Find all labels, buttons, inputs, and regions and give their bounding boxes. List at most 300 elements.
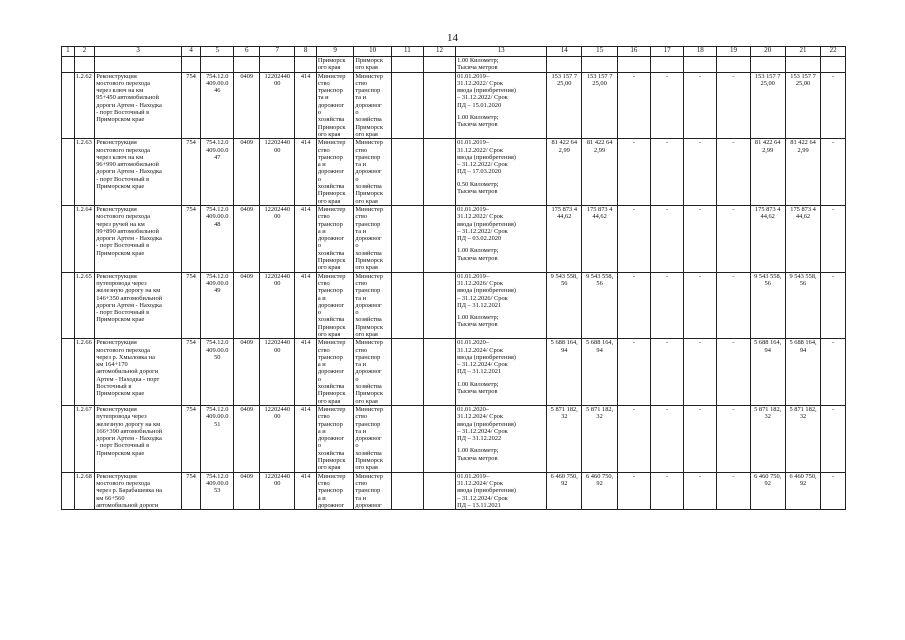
cell-line: 46	[214, 87, 221, 95]
column-header-11: 11	[391, 47, 423, 57]
cell-remark: -	[821, 205, 846, 272]
cell-line: дорожног	[355, 368, 382, 376]
cell-amount-value	[750, 272, 785, 339]
cell-empty	[62, 405, 75, 472]
cell-line: 146+350 автомобильной	[96, 294, 163, 302]
cell-line: 175 873 4	[586, 205, 613, 213]
cell-line: 31.12.2024/ Срок	[457, 479, 503, 487]
cell-line: Министер	[355, 139, 383, 147]
cell-line: дорожног	[317, 501, 345, 509]
cell-target-code	[260, 405, 295, 472]
page-number: 14	[447, 32, 458, 44]
cell-line: дороги Артем - Находка	[96, 301, 162, 309]
cell-grbs-code: 754	[181, 205, 200, 272]
column-header-3: 3	[95, 47, 182, 57]
cell-line: 51	[214, 420, 221, 428]
cell-year-value: -	[717, 272, 750, 339]
cell-line: транспор	[355, 87, 381, 95]
cell-line: ого края	[355, 197, 378, 205]
cell-line: 166+390 автомобильной	[96, 427, 163, 435]
cell-terms-capacity	[456, 139, 547, 206]
cell-item-number: 1.2.65	[74, 272, 94, 339]
cell-line: 53	[214, 487, 221, 495]
cell-terms-capacity	[456, 72, 547, 139]
cell-line: Приморск	[355, 390, 383, 398]
cell-line: ого края	[355, 464, 378, 472]
cell-year-value: -	[617, 72, 650, 139]
cell-line: Реконструкция	[96, 405, 137, 413]
cell-line: ввода (приобретения)	[457, 287, 516, 295]
cell-line: дорожног	[355, 501, 382, 509]
cell-estimated-cost	[547, 272, 582, 339]
cell-amount-value	[750, 472, 785, 509]
cell-line: путепровода через	[96, 413, 147, 421]
cell-line: - порт Восточный в	[96, 309, 150, 317]
table-row	[62, 405, 846, 472]
cell-line: 44,62	[760, 213, 775, 221]
cell-responsible-executor	[316, 272, 353, 339]
cell-empty	[423, 272, 455, 339]
cell-line: 2,99	[797, 146, 809, 154]
cell-line: – 31.12.2022/ Срок	[457, 227, 508, 235]
cell-expense-type: 414	[295, 72, 316, 139]
cell-line: мостового перехода	[96, 146, 151, 154]
cell-remark: -	[821, 72, 846, 139]
cell-line: ввода (приобретения)	[457, 420, 516, 428]
cell-line: 409.00.0	[206, 79, 229, 87]
cell-budget-code	[201, 405, 234, 472]
cell-amount-value	[750, 139, 785, 206]
cell-line: – 31.12.2022/ Срок	[457, 94, 508, 102]
cell-line: – 31.12.2024/ Срок	[457, 361, 508, 369]
cell-line: - порт Восточный в	[96, 242, 150, 250]
cell-line: 25,00	[592, 79, 607, 87]
cell-line: 94	[799, 346, 807, 354]
cell-line: 5 871 182,	[586, 405, 614, 413]
cell-grbs-code: 754	[181, 72, 200, 139]
cell-item-number: 1.2.63	[74, 139, 94, 206]
cell-line: 56	[764, 279, 771, 287]
cell-line: Тысяча метров	[457, 121, 498, 129]
cell-line: 12202440	[264, 339, 291, 347]
table-row	[62, 339, 846, 406]
cell-line: ого края	[317, 397, 341, 405]
cell-terms-capacity	[456, 57, 547, 73]
cell-section-code: 0409	[234, 339, 260, 406]
cell-line: 00	[274, 479, 281, 487]
cell-line: 31.12.2022/ Срок	[457, 146, 503, 154]
cell-line: ого края	[355, 264, 378, 272]
cell-line: 00	[274, 346, 281, 354]
cell-line: 2,99	[594, 146, 606, 154]
cell-line: 5 688 164,	[789, 339, 817, 347]
cell-year-value: -	[617, 472, 650, 509]
cell-line: дорожног	[317, 168, 345, 176]
cell-responsible-executor	[316, 405, 353, 472]
cell-line: дорожног	[317, 435, 345, 443]
cell-line: ого края	[317, 64, 341, 72]
column-header-19: 19	[717, 47, 750, 57]
cell-expense-type: 414	[295, 139, 316, 206]
cell-line: Тысяча метров	[457, 388, 498, 396]
cell-line: 00	[274, 213, 281, 221]
cell-empty	[423, 72, 455, 139]
cell-line: через ключ на км	[96, 153, 144, 161]
cell-line: ПД – 13.11.2021	[457, 501, 501, 509]
cell-target-code	[260, 139, 295, 206]
cell-line: – 31.12.2024/ Срок	[457, 494, 508, 502]
cell-line: 1.00 Километр;	[457, 314, 499, 322]
cell-line: 32	[764, 413, 771, 421]
table-body	[62, 57, 846, 510]
cell-line: 31.12.2024/ Срок	[457, 413, 503, 421]
cell-line: дорожног	[317, 235, 345, 243]
cell-line: 409.00.0	[206, 279, 229, 287]
header-row	[62, 47, 846, 57]
cell-line: ввода (приобретения)	[457, 220, 516, 228]
cell-line: 175 873 4	[754, 205, 781, 213]
column-header-18: 18	[684, 47, 717, 57]
cell-remark: -	[821, 472, 846, 509]
cell-line: ПД – 31.12.2021	[457, 301, 502, 309]
cell-line: мостового перехода	[96, 479, 151, 487]
cell-section-code: 0409	[234, 72, 260, 139]
cell-line: 01.01.2020–	[457, 405, 490, 413]
cell-responsible-executor	[316, 339, 353, 406]
cell-line: 31.12.2022/ Срок	[457, 79, 503, 87]
cell-line: транспор	[355, 153, 381, 161]
cell-line: ство	[355, 213, 368, 221]
cell-object-name	[95, 72, 182, 139]
cell-line: хозяйства	[317, 116, 345, 124]
cell-line: 56	[561, 279, 568, 287]
cell-line: Приморск	[317, 123, 346, 131]
cell-line: 1.00 Километр;	[457, 57, 499, 64]
cell-object-name	[95, 139, 182, 206]
cell-empty	[62, 139, 75, 206]
cell-line: Приморском крае	[96, 449, 145, 457]
cell-terms-capacity	[456, 472, 547, 509]
cell-line: хозяйства	[317, 316, 345, 324]
cell-line: ого края	[317, 330, 341, 338]
cell-line: через р. Хмыловка на	[96, 353, 155, 361]
cell-line: 81 422 64	[586, 139, 613, 147]
cell-year-value: -	[650, 205, 683, 272]
cell-budget-code	[201, 139, 234, 206]
cell-line: 25,00	[760, 79, 775, 87]
cell-line: 01.01.2020–	[457, 339, 490, 347]
cell-line: Артем - Находка - порт	[96, 375, 160, 383]
cell-line: 32	[596, 413, 603, 421]
cell-estimated-cost	[547, 339, 582, 406]
cell-line: та и	[355, 294, 367, 302]
cell-line: 00	[274, 279, 281, 287]
column-header-9: 9	[316, 47, 353, 57]
cell-year-value: -	[650, 272, 683, 339]
cell-line: транспор	[355, 420, 381, 428]
cell-line: мостового перехода	[96, 213, 151, 221]
cell-customer	[354, 205, 391, 272]
cell-line: 9 543 558,	[550, 272, 578, 280]
cell-line: 0.50 Километр;	[457, 180, 499, 188]
cell-line: 175 873 4	[551, 205, 578, 213]
cell-line: дорожног	[355, 101, 382, 109]
cell-line: ПД – 31.12.2022	[457, 435, 502, 443]
column-header-6: 6	[234, 47, 260, 57]
cell-line: а и	[317, 161, 326, 169]
cell-line: 48	[214, 220, 221, 228]
cell-empty	[391, 205, 423, 272]
cell-line: автомобильной дороги	[96, 501, 159, 509]
cell-line: ого края	[355, 64, 378, 72]
cell-line: 92	[764, 479, 771, 487]
table-row	[62, 72, 846, 139]
cell-line: 409.00.0	[206, 346, 229, 354]
cell-line: транспор	[317, 87, 343, 95]
cell-terms-capacity	[456, 205, 547, 272]
cell-line: транспор	[317, 420, 343, 428]
cell-line: та и	[317, 94, 329, 102]
cell-line: 56	[596, 279, 603, 287]
cell-line: 92	[561, 479, 568, 487]
cell-line: о	[355, 309, 359, 317]
cell-line: через ключ на км	[96, 87, 144, 95]
cell-line: Тысяча метров	[457, 321, 498, 329]
cell-line: 01.01.2019–	[457, 205, 490, 213]
cell-customer	[354, 272, 391, 339]
cell-line: 409.00.0	[206, 213, 229, 221]
cell-line: Приморском крае	[96, 183, 145, 191]
cell-line: ство	[355, 346, 368, 354]
cell-line: Министер	[355, 205, 383, 213]
cell-amount-value	[785, 72, 820, 139]
cell-line: Приморск	[317, 190, 346, 198]
cell-line: Реконструкция	[96, 339, 137, 347]
cell-line: ого края	[317, 264, 341, 272]
cell-line: 81 422 64	[790, 139, 816, 147]
cell-terms-capacity	[456, 339, 547, 406]
cell-line: железную дорогу на км	[96, 420, 161, 428]
cell-customer	[354, 139, 391, 206]
cell-line: дорожног	[317, 301, 345, 309]
cell-line: Приморск	[317, 57, 346, 64]
cell-line: – 31.12.2026/ Срок	[457, 294, 508, 302]
cell-line: 12202440	[264, 472, 291, 480]
cell-line: 92	[799, 479, 807, 487]
cell-line: ство	[317, 213, 330, 221]
cell-amount-value	[750, 339, 785, 406]
cell-item-number: 1.2.68	[74, 472, 94, 509]
cell-year-value: -	[650, 405, 683, 472]
cell-line: ство	[317, 413, 330, 421]
cell-line: дорожног	[355, 235, 382, 243]
cell-empty	[423, 405, 455, 472]
column-header-14: 14	[547, 47, 582, 57]
column-header-22: 22	[821, 47, 846, 57]
cell-line: транспор	[317, 287, 343, 295]
cell-year-value: -	[717, 139, 750, 206]
cell-line: 50	[214, 353, 221, 361]
column-header-1: 1	[62, 47, 75, 57]
cell-section-code: 0409	[234, 472, 260, 509]
cell-line: ввода (приобретения)	[457, 87, 516, 95]
cell-section-code: 0409	[234, 272, 260, 339]
cell-line: транспор	[317, 487, 343, 495]
cell-line: 81 422 64	[754, 139, 781, 147]
cell-target-code	[260, 72, 295, 139]
cell-line: транспор	[317, 353, 343, 361]
cell-terms-capacity	[456, 272, 547, 339]
cell-line: 5 688 164,	[550, 339, 578, 347]
cell-line: Министер	[355, 472, 383, 480]
cell-line: 00	[274, 79, 281, 87]
column-header-7: 7	[260, 47, 295, 57]
cell-estimated-cost	[547, 72, 582, 139]
cell-empty	[391, 472, 423, 509]
table-row	[62, 205, 846, 272]
cell-line: о	[355, 375, 359, 383]
cell-line: 1.00 Километр;	[457, 114, 499, 122]
cell-terms-capacity	[456, 405, 547, 472]
cell-line: а и	[317, 361, 326, 369]
cell-line: дорожног	[355, 301, 382, 309]
cell-year-value: -	[684, 139, 717, 206]
cell-line: 31.12.2026/ Срок	[457, 279, 503, 287]
cell-customer	[354, 72, 391, 139]
cell-line: 5 871 182,	[550, 405, 578, 413]
cell-line: дороги Артем - Находка	[96, 101, 162, 109]
cell-empty	[423, 205, 455, 272]
cell-item-number: 1.2.64	[74, 205, 94, 272]
cell-line: Тысяча метров	[457, 454, 498, 462]
cell-line: ого края	[355, 330, 378, 338]
cell-estimated-cost	[547, 139, 582, 206]
cell-responsible-executor	[316, 72, 353, 139]
cell-customer	[354, 339, 391, 406]
cell-empty	[423, 472, 455, 509]
cell-line: мостового перехода	[96, 79, 151, 87]
column-header-12: 12	[423, 47, 455, 57]
cell-year-value: -	[717, 472, 750, 509]
cell-line: та и	[355, 427, 367, 435]
cell-year-value: -	[617, 339, 650, 406]
column-header-17: 17	[650, 47, 683, 57]
cell-line: Приморск	[317, 257, 346, 265]
cell-estimated-cost	[547, 205, 582, 272]
cell-line: 1.00 Километр;	[457, 447, 499, 455]
cell-line: железную дорогу на км	[96, 287, 161, 295]
cell-line: Приморском крае	[96, 390, 145, 398]
cell-line: 153 157 7	[790, 72, 816, 80]
cell-target-code	[260, 272, 295, 339]
cell-line: 96+990 автомобильной	[96, 161, 159, 169]
cell-line: хозяйства	[355, 183, 382, 191]
column-header-16: 16	[617, 47, 650, 57]
cell-year-value: -	[650, 339, 683, 406]
cell-line: 754.12.0	[206, 205, 229, 213]
cell-remark: -	[821, 339, 846, 406]
cell-line: хозяйства	[355, 249, 382, 257]
cell-line: 754.12.0	[206, 272, 229, 280]
cell-line: Тысяча метров	[457, 64, 498, 72]
cell-line: – 31.12.2022/ Срок	[457, 161, 508, 169]
cell-line: Министер	[355, 405, 383, 413]
cell-amount-value	[750, 205, 785, 272]
cell-line: Тысяча метров	[457, 254, 498, 262]
cell-line: 25,00	[795, 79, 811, 87]
column-header-15: 15	[582, 47, 617, 57]
cell-line: ввода (приобретения)	[457, 487, 516, 495]
cell-line: 01.01.2019–	[457, 472, 490, 480]
cell-line: Тысяча метров	[457, 188, 498, 196]
cell-year-value: -	[684, 72, 717, 139]
cell-line: ство	[355, 279, 368, 287]
cell-line: ство	[317, 479, 330, 487]
cell-line: Министер	[317, 139, 346, 147]
cell-line: 153 157 7	[551, 72, 578, 80]
cell-line: транспор	[317, 220, 343, 228]
cell-object-name	[95, 205, 182, 272]
cell-empty	[423, 139, 455, 206]
cell-line: 94	[764, 346, 771, 354]
cell-line: - порт Восточный в	[96, 175, 150, 183]
cell-line: ого края	[317, 130, 341, 138]
cell-empty	[62, 205, 75, 272]
cell-line: 99+890 автомобильной	[96, 227, 159, 235]
cell-line: 409.00.0	[206, 413, 229, 421]
cell-amount-value	[785, 139, 820, 206]
cell-line: о	[355, 442, 359, 450]
cell-line: 9 543 558,	[789, 272, 817, 280]
table-row	[62, 472, 846, 509]
cell-line: Министер	[317, 72, 346, 80]
cell-year-value: -	[717, 339, 750, 406]
cell-responsible-executor	[316, 139, 353, 206]
cell-remark: -	[821, 272, 846, 339]
cell-remark: -	[821, 139, 846, 206]
budget-table	[61, 46, 846, 510]
cell-year-value: -	[650, 72, 683, 139]
column-header-10: 10	[354, 47, 391, 57]
cell-line: Министер	[317, 472, 346, 480]
cell-target-code	[260, 205, 295, 272]
cell-budget-code	[201, 205, 234, 272]
cell-item-number: 1.2.62	[74, 72, 94, 139]
cell-line: 00	[274, 146, 281, 154]
cell-line: ство	[317, 79, 330, 87]
cell-line: Министер	[355, 339, 383, 347]
cell-line: Приморск	[355, 190, 383, 198]
cell-line: о	[317, 175, 322, 183]
cell-line: 92	[596, 479, 603, 487]
cell-line: автомобильной дороги	[96, 368, 159, 376]
cell-line: а и	[317, 294, 326, 302]
cell-line: 25,00	[557, 79, 572, 87]
cell-line: Министер	[317, 272, 346, 280]
cell-year-value: -	[684, 405, 717, 472]
cell-line: 56	[799, 279, 807, 287]
cell-year-value: -	[717, 205, 750, 272]
cell-year-value: -	[717, 72, 750, 139]
cell-line: 12202440	[264, 139, 291, 147]
cell-expense-type: 414	[295, 205, 316, 272]
cell-line: Приморск	[317, 323, 346, 331]
cell-line: через р. Барабашевка на	[96, 487, 162, 495]
cell-empty	[62, 272, 75, 339]
cell-amount-value	[785, 472, 820, 509]
cell-line: о	[317, 309, 322, 317]
cell-total-amount	[582, 405, 617, 472]
